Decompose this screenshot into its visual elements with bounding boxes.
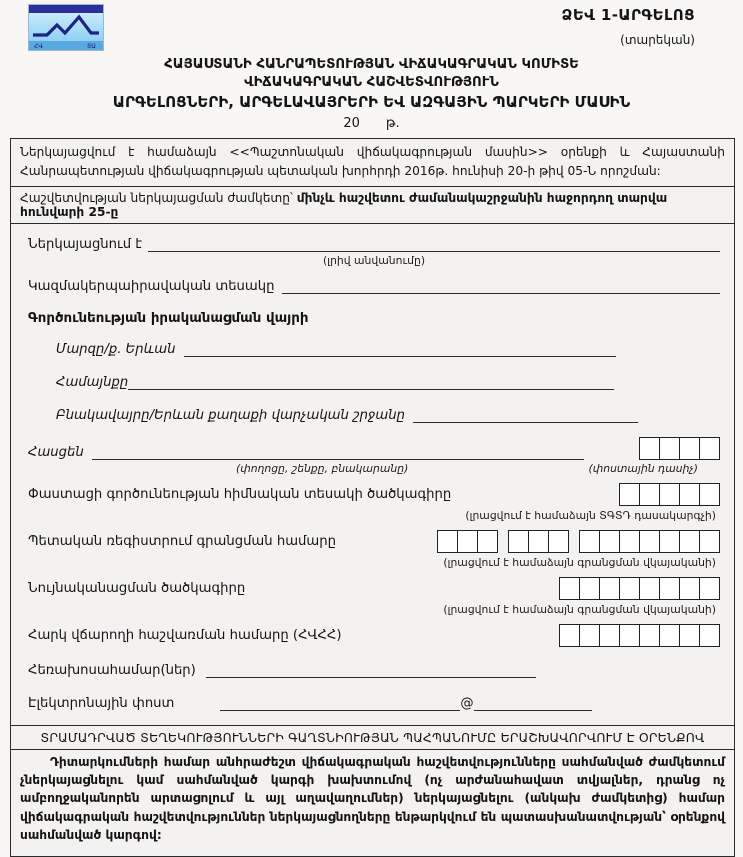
community-row xyxy=(56,375,720,390)
presenter-row xyxy=(28,237,720,252)
input-cell[interactable] xyxy=(579,577,600,600)
warning-box xyxy=(10,749,735,857)
year-suffix: թ. xyxy=(385,116,400,131)
input-cell[interactable] xyxy=(639,437,660,460)
deadline-box xyxy=(10,186,735,224)
confidentiality-band: ՏՐԱՄԱԴՐՎԱԾ ՏԵՂԵԿՈՒԹՅՈՒՆՆԵՐԻ ԳԱՂՏՆԻՈՒԹՅԱՆ ՊԱՀՊԱՆՈՒՄԸ ԵՐԱՇԽԱՎՈՐՎՈՒՄ Է ՕՐԵՆՔՈՎ xyxy=(10,725,735,750)
deadline-label: Հաշվետվության ներկայացման ժամկետը՝ xyxy=(20,190,293,205)
input-cell[interactable] xyxy=(679,437,700,460)
phone-label: Հեռախոսահամար(ներ) xyxy=(28,662,196,678)
email-label: Էլեկտրոնային փոստ xyxy=(28,695,175,711)
id-code-hint: (լրացվում է համաձայն գրանցման վկայականի) xyxy=(443,602,716,616)
input-cell[interactable] xyxy=(477,530,498,553)
input-cell[interactable] xyxy=(619,530,640,553)
settlement-label: Բնակավայրը/Երևան քաղաքի վարչական շրջանը xyxy=(56,407,405,423)
committee-name: ՀԱՅԱՍՏԱՆԻ ՀԱՆՐԱՊԵՏՈՒԹՅԱՆ ՎԻՃԱԿԱԳՐԱԿԱՆ ԿՈՄԻՏԵ xyxy=(164,57,579,72)
input-cell[interactable] xyxy=(699,624,720,647)
registry-number-cells-c[interactable] xyxy=(579,530,720,553)
input-cell[interactable] xyxy=(659,530,680,553)
input-cell[interactable] xyxy=(599,624,620,647)
region-input-line[interactable] xyxy=(184,342,616,357)
legal-basis-text: Ներկայացվում է համաձայն <<Պաշտոնական վիճակագրության մասին>> օրենքի և Հայաստանի Հանրապետության վիճակագրության պետական խորհրդի 2016թ. հունիսի 20-ի թիվ 05-Ն որոշման: xyxy=(20,145,725,178)
phone-row xyxy=(28,663,720,678)
settlement-row xyxy=(56,408,720,423)
armstat-logo xyxy=(28,4,104,51)
input-cell[interactable] xyxy=(639,530,660,553)
input-cell[interactable] xyxy=(559,577,580,600)
year-line xyxy=(0,116,743,131)
email-local-line[interactable] xyxy=(220,696,460,711)
input-cell[interactable] xyxy=(659,577,680,600)
input-cell[interactable] xyxy=(699,530,720,553)
address-hints-row xyxy=(28,462,720,477)
input-cell[interactable] xyxy=(508,530,529,553)
id-code-row xyxy=(28,577,720,600)
input-cell[interactable] xyxy=(619,624,640,647)
input-cell[interactable] xyxy=(679,624,700,647)
community-input-line[interactable] xyxy=(128,375,614,390)
form-code: ՁԵՎ 1-ԱՐԳԵԼՈՑ xyxy=(561,6,695,24)
input-cell[interactable] xyxy=(659,624,680,647)
input-cell[interactable] xyxy=(639,577,660,600)
input-cell[interactable] xyxy=(679,577,700,600)
tin-label: Հարկ վճարողի հաշվառման համարը (ՀՎՀՀ) xyxy=(28,627,342,643)
presenter-hint: (լրիվ անվանումը) xyxy=(322,253,426,267)
region-row xyxy=(56,342,720,357)
input-cell[interactable] xyxy=(679,530,700,553)
report-type: ՎԻՃԱԿԱԳՐԱԿԱՆ ՀԱՇՎԵՏՎՈՒԹՅՈՒՆ xyxy=(244,75,499,90)
input-cell[interactable] xyxy=(659,437,680,460)
input-cell[interactable] xyxy=(699,577,720,600)
tin-row xyxy=(28,624,720,647)
input-cell[interactable] xyxy=(579,624,600,647)
email-row xyxy=(28,696,720,711)
input-cell[interactable] xyxy=(679,483,700,506)
address-label: Հասցեն xyxy=(28,444,84,460)
logo-right-text: ՏԱ xyxy=(87,43,96,50)
phone-input-line[interactable] xyxy=(206,663,536,678)
address-row xyxy=(28,437,720,460)
main-form-box xyxy=(10,223,735,726)
activity-label: Փաստացի գործունեության հիմնական տեսակի ծածկագիրը xyxy=(28,486,452,502)
input-cell[interactable] xyxy=(639,624,660,647)
input-cell[interactable] xyxy=(559,624,580,647)
form-header xyxy=(0,0,743,52)
legal-form-input-line[interactable] xyxy=(282,279,720,294)
form-code-block xyxy=(561,6,695,47)
presenter-label: Ներկայացնում է xyxy=(28,236,143,252)
input-cell[interactable] xyxy=(659,483,680,506)
input-cell[interactable] xyxy=(699,437,720,460)
registry-label: Պետական ռեգիստրում գրանցման համարը xyxy=(28,533,336,549)
registry-number-cells-b[interactable] xyxy=(508,530,569,553)
registry-number-cells-a[interactable] xyxy=(437,530,498,553)
input-cell[interactable] xyxy=(437,530,458,553)
input-cell[interactable] xyxy=(457,530,478,553)
report-title: ԱՐԳԵԼՈՑՆԵՐԻ, ԱՐԳԵԼԱՎԱՅՐԵՐԻ ԵՎ ԱԶԳԱՅԻՆ ՊԱՐԿԵՐԻ ՄԱՍԻՆ xyxy=(112,93,631,111)
input-cell[interactable] xyxy=(619,577,640,600)
input-cell[interactable] xyxy=(599,530,620,553)
input-cell[interactable] xyxy=(639,483,660,506)
community-label: Համայնքը xyxy=(56,374,129,390)
legal-basis-box xyxy=(10,138,735,187)
activity-hint: (լրացվում է համաձայն ՏԳՏԴ դասակարգչի) xyxy=(465,508,716,522)
postal-code-cells[interactable] xyxy=(639,437,720,460)
registry-hint: (լրացվում է համաձայն գրանցման վկայականի) xyxy=(443,555,716,569)
input-cell[interactable] xyxy=(599,577,620,600)
address-hint: (փողոցը, շենքը, բնակարանը) xyxy=(236,461,409,475)
region-label: Մարզը/ք. Երևան xyxy=(56,341,176,357)
tin-cells[interactable] xyxy=(559,624,720,647)
id-code-label: Նույնականացման ծածկագիրը xyxy=(28,580,246,596)
activity-code-cells[interactable] xyxy=(619,483,720,506)
registry-row xyxy=(28,530,720,553)
legal-form-label: Կազմակերպաիրավական տեսակը xyxy=(28,278,275,294)
deadline-value: մինչև հաշվետու ժամանակաշրջանին հաջորդող տարվա հունվարի 25-ը xyxy=(20,190,668,219)
email-domain-line[interactable] xyxy=(474,696,592,711)
id-code-cells[interactable] xyxy=(559,577,720,600)
location-heading: Գործունեության իրականացման վայրի xyxy=(28,310,309,326)
settlement-input-line[interactable] xyxy=(413,408,638,423)
legal-form-row xyxy=(28,279,720,294)
year-prefix: 20 xyxy=(343,116,360,131)
postal-hint: (փոստային դասիչ) xyxy=(588,461,698,475)
input-cell[interactable] xyxy=(699,483,720,506)
presenter-input-line[interactable] xyxy=(148,237,720,252)
activity-row xyxy=(28,483,720,506)
email-at-sign: @ xyxy=(460,695,474,711)
input-cell[interactable] xyxy=(619,483,640,506)
input-cell[interactable] xyxy=(579,530,600,553)
logo-left-text: ՀՎ xyxy=(34,43,43,50)
form-periodicity: (տարեկան) xyxy=(620,33,695,47)
input-cell[interactable] xyxy=(528,530,549,553)
input-cell[interactable] xyxy=(548,530,569,553)
warning-text: Դիտարկումների համար անհրաժեշտ վիճակագրական հաշվետվությունները սահմանված ժամկետում չներկայացնելու կամ սահմանված կարգի խախտումով (ոչ արժանահավատ տվյալներ, դրանց ոչ ամբողջականորեն արտացոլում և այլ աղավաղումներ) ներկայացնելու (անկախ ժամկետից) համար վիճակագրական հաշվետվություններ ներկայացնողները ենթարկվում են պատասխանատվության՝ օրենքով սահմանված կարգով: xyxy=(20,754,725,842)
address-input-line[interactable] xyxy=(92,445,584,460)
